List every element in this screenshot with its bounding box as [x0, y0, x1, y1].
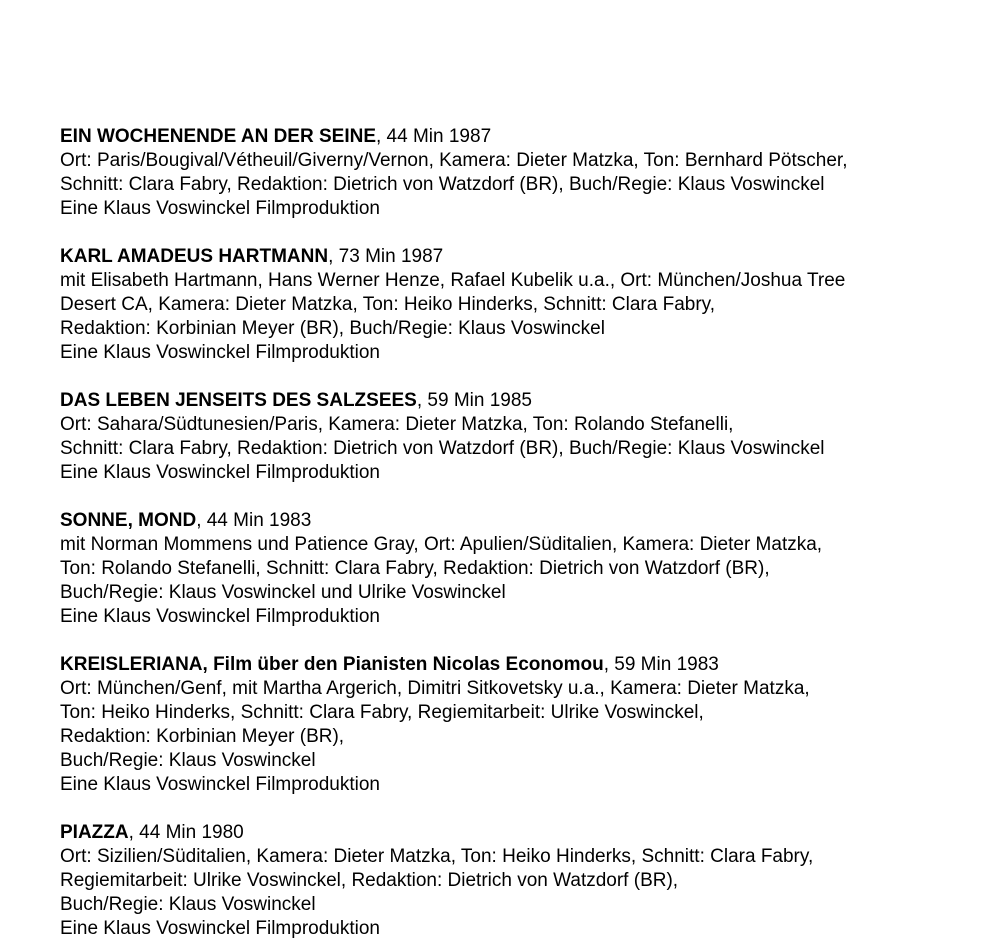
film-title: KARL AMADEUS HARTMANN [60, 246, 329, 267]
credit-line: Regiemitarbeit: Ulrike Voswinckel, Redaktion: Dietrich von Watzdorf (BR), [60, 870, 679, 891]
film-heading [60, 509, 952, 533]
film-duration-year: , 44 Min 1987 [376, 126, 492, 147]
credit-line: Schnitt: Clara Fabry, Redaktion: Dietrich von Watzdorf (BR), Buch/Regie: Klaus Voswinckel [60, 438, 825, 459]
film-duration-year: , 73 Min 1987 [328, 246, 444, 267]
film-entry [60, 821, 952, 941]
film-entry [60, 389, 952, 485]
film-title: DAS LEBEN JENSEITS DES SALZSEES [60, 390, 417, 411]
credit-line: Eine Klaus Voswinckel Filmproduktion [60, 774, 380, 795]
credit-line: Redaktion: Korbinian Meyer (BR), Buch/Regie: Klaus Voswinckel [60, 318, 605, 339]
credit-line: Ort: Paris/Bougival/Vétheuil/Giverny/Vernon, Kamera: Dieter Matzka, Ton: Bernhard Pötscher, [60, 150, 848, 171]
film-list [60, 125, 952, 941]
credit-line: Eine Klaus Voswinckel Filmproduktion [60, 462, 380, 483]
film-duration-year: , 44 Min 1980 [128, 822, 244, 843]
credit-line: mit Elisabeth Hartmann, Hans Werner Henze, Rafael Kubelik u.a., Ort: München/Joshua Tree [60, 270, 846, 291]
credit-line: Buch/Regie: Klaus Voswinckel [60, 894, 316, 915]
film-duration-year: , 59 Min 1983 [603, 654, 719, 675]
film-title: PIAZZA [60, 822, 129, 843]
film-heading [60, 125, 952, 149]
credit-line: Buch/Regie: Klaus Voswinckel [60, 750, 316, 771]
credit-line: Eine Klaus Voswinckel Filmproduktion [60, 606, 380, 627]
credit-line: Schnitt: Clara Fabry, Redaktion: Dietrich von Watzdorf (BR), Buch/Regie: Klaus Voswinckel [60, 174, 825, 195]
credit-line: Ton: Heiko Hinderks, Schnitt: Clara Fabry, Regiemitarbeit: Ulrike Voswinckel, [60, 702, 704, 723]
film-heading [60, 653, 952, 677]
credit-line: Buch/Regie: Klaus Voswinckel und Ulrike Voswinckel [60, 582, 506, 603]
film-heading [60, 821, 952, 845]
credit-line: Redaktion: Korbinian Meyer (BR), [60, 726, 345, 747]
film-duration-year: , 59 Min 1985 [416, 390, 532, 411]
credit-line: Ort: München/Genf, mit Martha Argerich, Dimitri Sitkovetsky u.a., Kamera: Dieter Matzka, [60, 678, 810, 699]
film-heading [60, 389, 952, 413]
film-title: KREISLERIANA, Film über den Pianisten Nicolas Economou [60, 654, 604, 675]
film-entry [60, 125, 952, 221]
film-entry [60, 245, 952, 365]
credit-line: Eine Klaus Voswinckel Filmproduktion [60, 918, 380, 939]
credit-line: mit Norman Mommens und Patience Gray, Ort: Apulien/Süditalien, Kamera: Dieter Matzka, [60, 534, 823, 555]
credit-line: Eine Klaus Voswinckel Filmproduktion [60, 342, 380, 363]
credit-line: Ort: Sahara/Südtunesien/Paris, Kamera: Dieter Matzka, Ton: Rolando Stefanelli, [60, 414, 734, 435]
film-title: EIN WOCHENENDE AN DER SEINE [60, 126, 376, 147]
credit-line: Ort: Sizilien/Süditalien, Kamera: Dieter Matzka, Ton: Heiko Hinderks, Schnitt: Clara Fabry, [60, 846, 814, 867]
credit-line: Desert CA, Kamera: Dieter Matzka, Ton: Heiko Hinderks, Schnitt: Clara Fabry, [60, 294, 716, 315]
film-title: SONNE, MOND [60, 510, 197, 531]
credit-line: Eine Klaus Voswinckel Filmproduktion [60, 198, 380, 219]
credit-line: Ton: Rolando Stefanelli, Schnitt: Clara Fabry, Redaktion: Dietrich von Watzdorf (BR), [60, 558, 770, 579]
film-duration-year: , 44 Min 1983 [196, 510, 312, 531]
film-entry [60, 509, 952, 629]
film-heading [60, 245, 952, 269]
film-entry [60, 653, 952, 797]
